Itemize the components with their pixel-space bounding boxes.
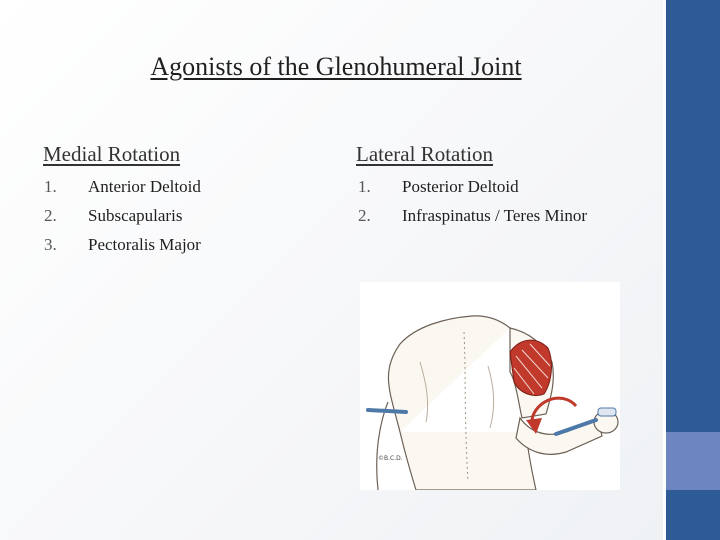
list-label: Pectoralis Major <box>88 235 201 254</box>
list-item <box>358 176 587 205</box>
resistance-band-left <box>368 410 406 412</box>
slide-title: Agonists of the Glenohumeral Joint <box>150 52 522 81</box>
list-number: 1. <box>44 177 57 196</box>
list-item <box>44 205 201 234</box>
right-scapula-line <box>488 366 494 428</box>
lateral-rotation-list <box>358 176 587 234</box>
list-label: Anterior Deltoid <box>88 177 201 196</box>
medial-rotation-heading: Medial Rotation <box>43 142 181 166</box>
list-item <box>44 176 201 205</box>
shoulder-anatomy-illustration <box>360 282 620 490</box>
anatomy-illustration-icon <box>360 282 620 490</box>
list-label: Posterior Deltoid <box>402 177 519 196</box>
list-number: 3. <box>44 235 57 254</box>
medial-rotation-list <box>44 176 201 263</box>
left-flank-outline <box>377 402 388 490</box>
list-label: Infraspinatus / Teres Minor <box>402 206 587 225</box>
figure-credit: ©B.C.D. <box>378 455 403 462</box>
list-number: 2. <box>358 206 371 225</box>
handle-grip <box>598 408 616 416</box>
lower-back-outline <box>400 432 536 490</box>
list-label: Subscapularis <box>88 206 183 225</box>
list-item <box>44 234 201 263</box>
sidebar-accent-block <box>666 432 720 490</box>
back-outline <box>388 316 510 432</box>
list-item <box>358 205 587 234</box>
lateral-rotation-heading: Lateral Rotation <box>356 142 494 166</box>
list-number: 1. <box>358 177 371 196</box>
list-number: 2. <box>44 206 57 225</box>
